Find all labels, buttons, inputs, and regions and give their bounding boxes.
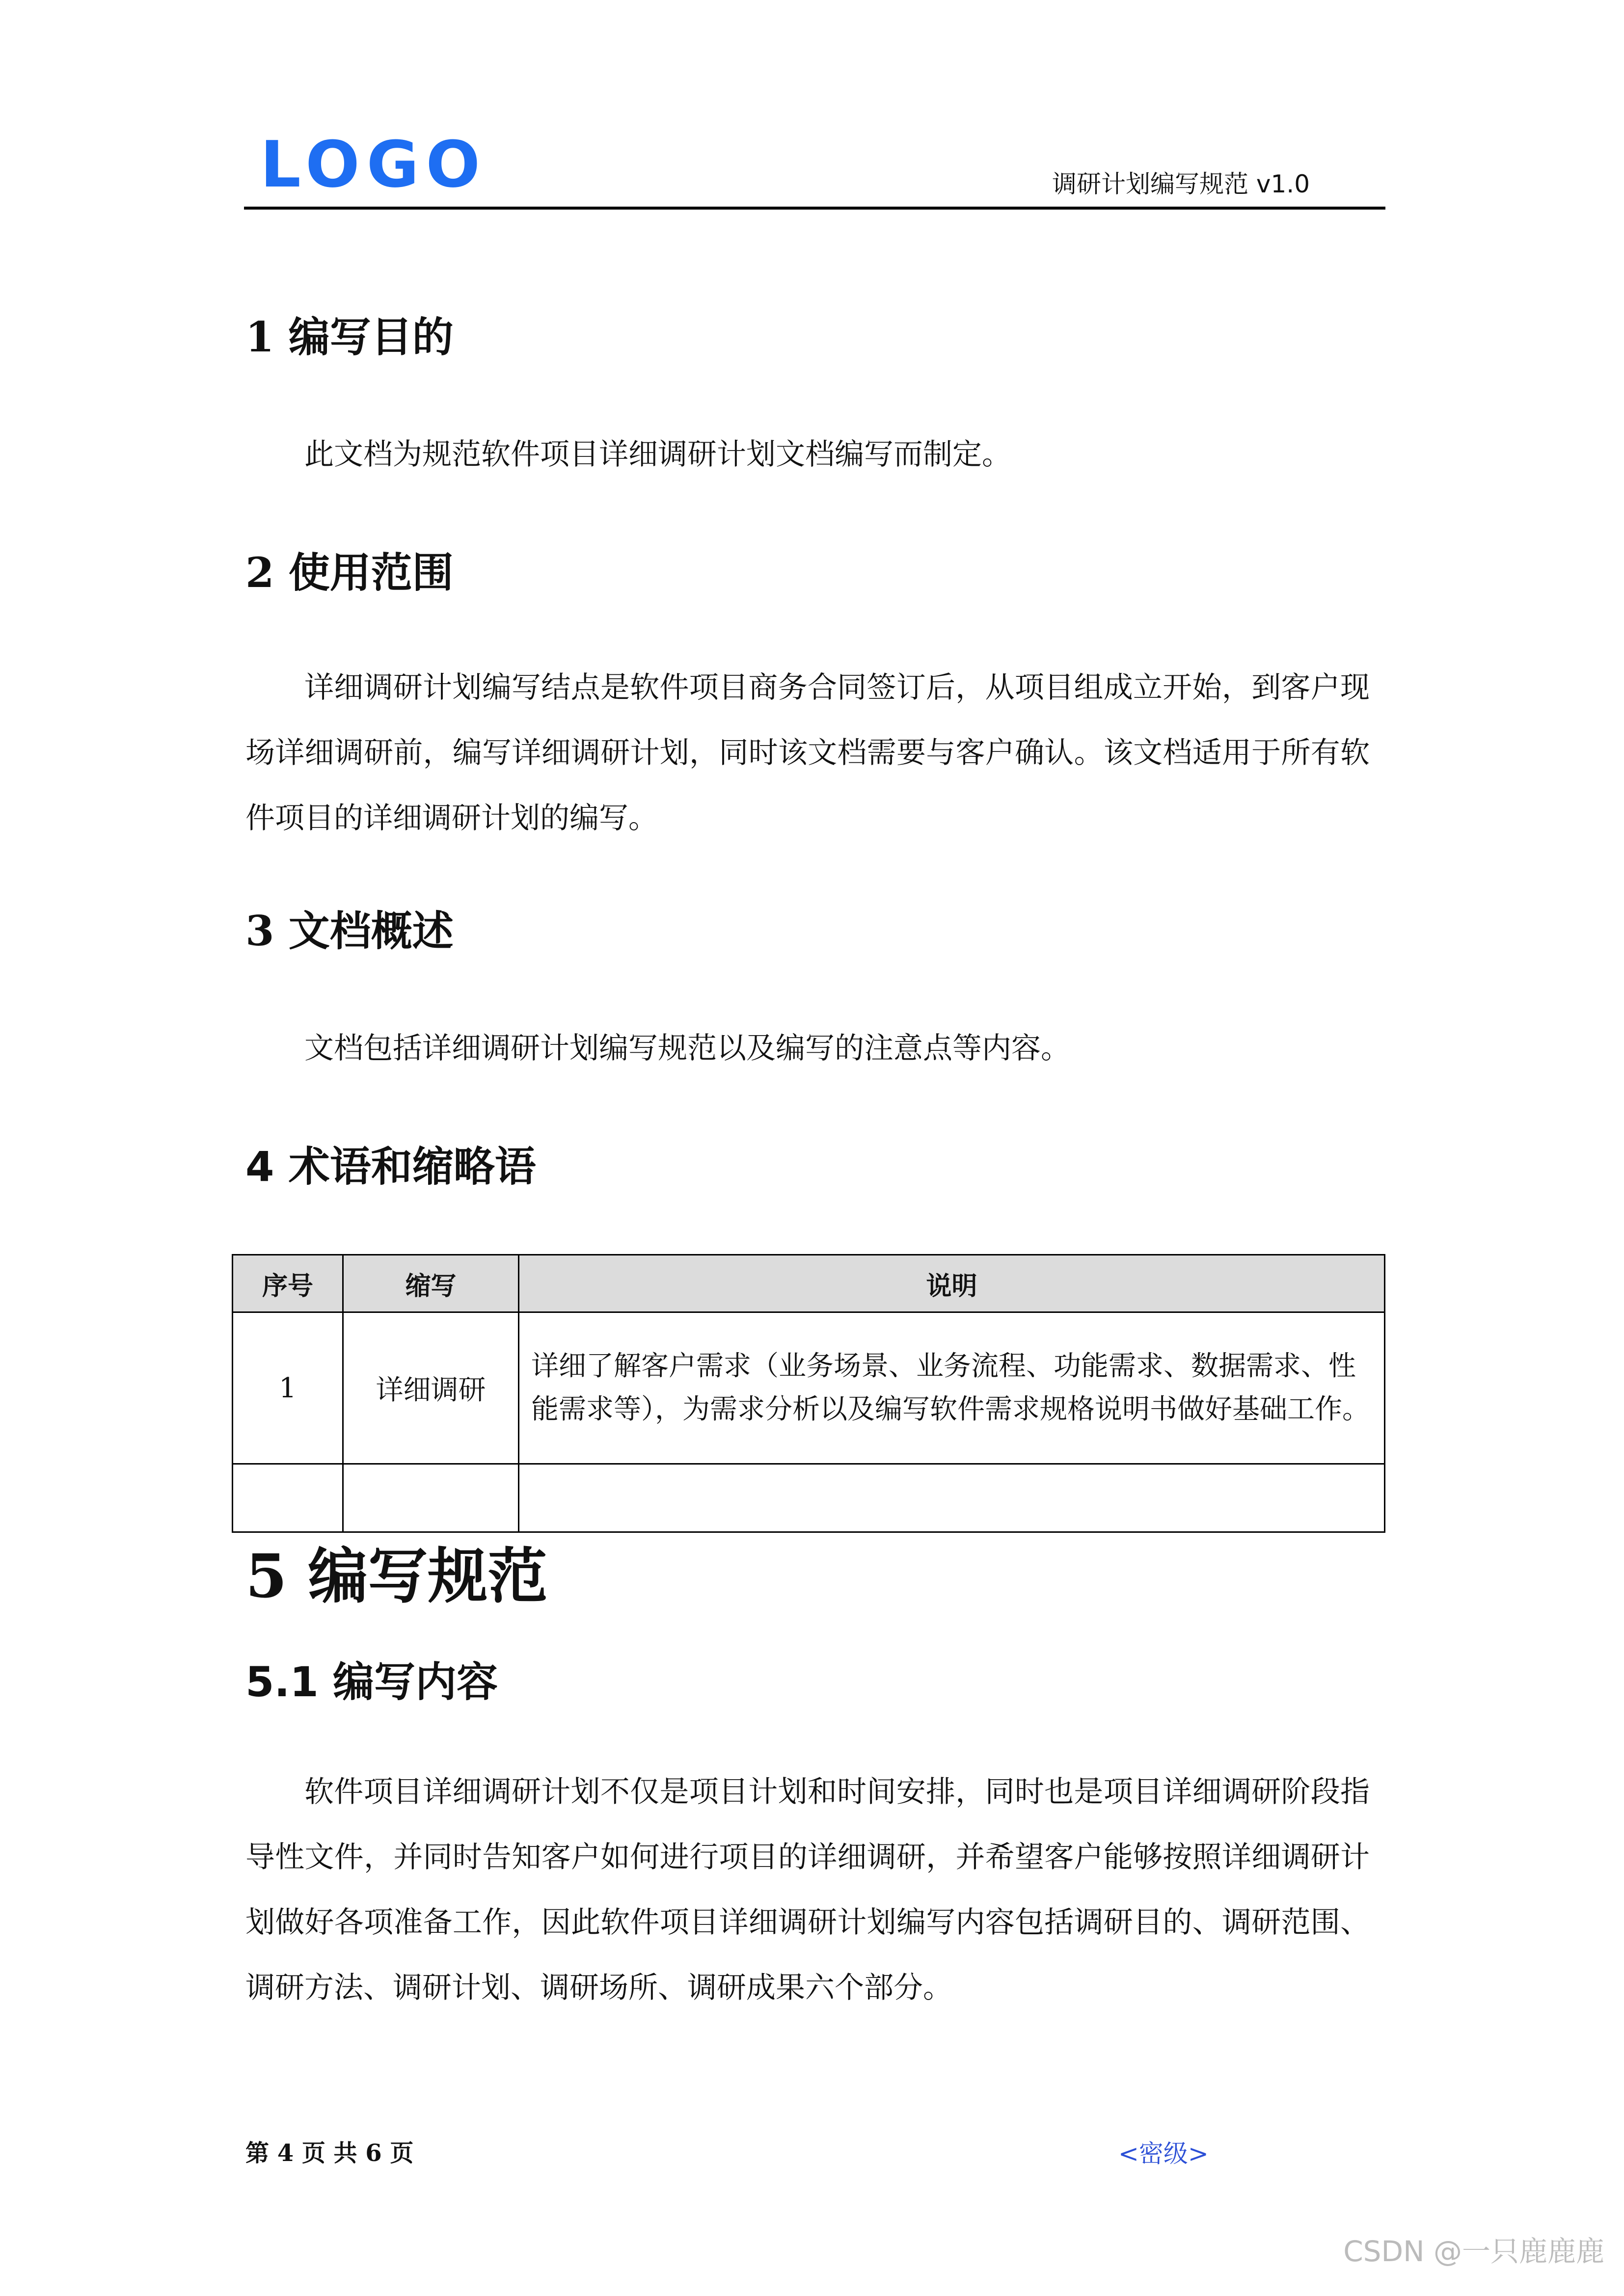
column-header-description: 说明 xyxy=(519,1255,1385,1312)
column-header-index: 序号 xyxy=(233,1255,343,1312)
section-4-heading: 4 术语和缩略语 xyxy=(245,1143,536,1191)
section-1-body: 此文档为规范软件项目详细调研计划文档编写而制定。 xyxy=(304,437,1011,472)
table-cell-description: 详细了解客户需求（业务场景、业务流程、功能需求、数据需求、性能需求等），为需求分析以及编写软件需求规格说明书做好基础工作。 xyxy=(519,1312,1385,1464)
section-2-body: 详细调研计划编写结点是软件项目商务合同签订后，从项目组成立开始，到客户现场详细调研前，编写详细调研计划，同时该文档需要与客户确认。该文档适用于所有软件项目的详细调研计划的编写。 xyxy=(245,670,1370,835)
page-number: 第 4 页 共 6 页 xyxy=(245,2139,414,2167)
section-5-heading: 5 编写规范 xyxy=(245,1541,548,1611)
table-row xyxy=(233,1312,1385,1464)
document-header-title: 调研计划编写规范 v1.0 xyxy=(1052,170,1310,198)
section-5-1-heading: 5.1 编写内容 xyxy=(245,1658,498,1706)
table-cell-abbreviation xyxy=(343,1464,519,1532)
section-5-1-body: 软件项目详细调研计划不仅是项目计划和时间安排，同时也是项目详细调研阶段指导性文件，并同时告知客户如何进行项目的详细调研，并希望客户能够按照详细调研计划做好各项准备工作，因此软件项目详细调研计划编写内容包括调研目的、调研范围、调研方法、调研计划、调研场所、调研成果六个部分。 xyxy=(245,1775,1370,2005)
header-divider xyxy=(244,207,1385,210)
terms-table xyxy=(232,1254,1385,1533)
table-cell-index xyxy=(233,1464,343,1532)
section-1-heading: 1 编写目的 xyxy=(245,313,454,361)
watermark: CSDN @一只鹿鹿鹿 xyxy=(1343,2235,1604,2268)
company-logo: LOGO xyxy=(260,127,487,202)
column-header-abbreviation: 缩写 xyxy=(343,1255,519,1312)
section-3-heading: 3 文档概述 xyxy=(245,907,454,955)
table-cell-index: 1 xyxy=(233,1312,343,1464)
table-cell-abbreviation: 详细调研 xyxy=(343,1312,519,1464)
table-header-row xyxy=(233,1255,1385,1312)
table-row xyxy=(233,1464,1385,1532)
classification-label: <密级> xyxy=(1118,2139,1209,2168)
table-cell-description xyxy=(519,1464,1385,1532)
section-2-heading: 2 使用范围 xyxy=(245,548,454,597)
section-3-body: 文档包括详细调研计划编写规范以及编写的注意点等内容。 xyxy=(304,1031,1070,1066)
